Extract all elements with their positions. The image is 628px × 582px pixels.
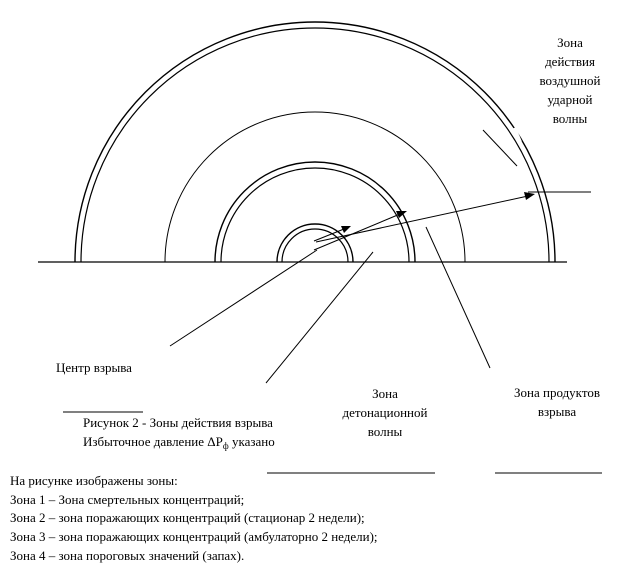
figure-caption-line1: Рисунок 2 - Зоны действия взрыва <box>83 415 273 430</box>
caption-pressure-suffix: указано <box>228 434 275 449</box>
label-line: взрыва <box>537 404 577 419</box>
label-line: детонационной <box>342 405 428 420</box>
outer-arc <box>75 22 555 262</box>
arrow-to-air-shock <box>316 196 528 242</box>
label-line: действия <box>545 54 595 69</box>
label-line: ударной <box>547 92 593 107</box>
leader-products <box>426 227 490 368</box>
label-detonation-zone <box>320 384 450 441</box>
zones-intro: На рисунке изображены зоны: <box>10 473 178 488</box>
detonation-arc-inner <box>221 168 409 262</box>
label-line: волны <box>367 424 403 439</box>
label-explosion-center: Центр взрыва <box>56 360 132 375</box>
leader-detonation <box>266 252 373 383</box>
middle-arc <box>165 112 465 262</box>
zone-item: Зона 1 – Зона смертельных концентраций; <box>10 492 245 507</box>
figure-caption-line2 <box>83 433 315 455</box>
products-arc-inner <box>282 229 348 262</box>
label-air-shock-zone <box>520 33 620 128</box>
zone-item: Зона 4 – зона пороговых значений (запах). <box>10 548 245 563</box>
detonation-arc <box>215 162 415 262</box>
label-line: Зона <box>557 35 583 50</box>
label-line: волны <box>552 111 588 126</box>
zone-item: Зона 2 – зона поражающих концентраций (стационар 2 недели); <box>10 510 365 525</box>
label-products-zone <box>495 383 619 421</box>
arrowhead-air-shock <box>524 192 535 200</box>
arrowhead-products <box>341 226 351 233</box>
caption-pressure-text: Избыточное давление ΔP <box>83 434 223 449</box>
leader-center <box>170 250 317 346</box>
label-line: Зона продуктов <box>514 385 600 400</box>
zone-item: Зона 3 – зона поражающих концентраций (амбулаторно 2 недели); <box>10 529 378 544</box>
label-line: Зона <box>372 386 398 401</box>
label-line: воздушной <box>539 73 601 88</box>
outer-arc-inner <box>81 28 549 262</box>
caption-pressure-subscript: ф <box>222 441 229 451</box>
arrow-to-detonation <box>314 214 400 250</box>
